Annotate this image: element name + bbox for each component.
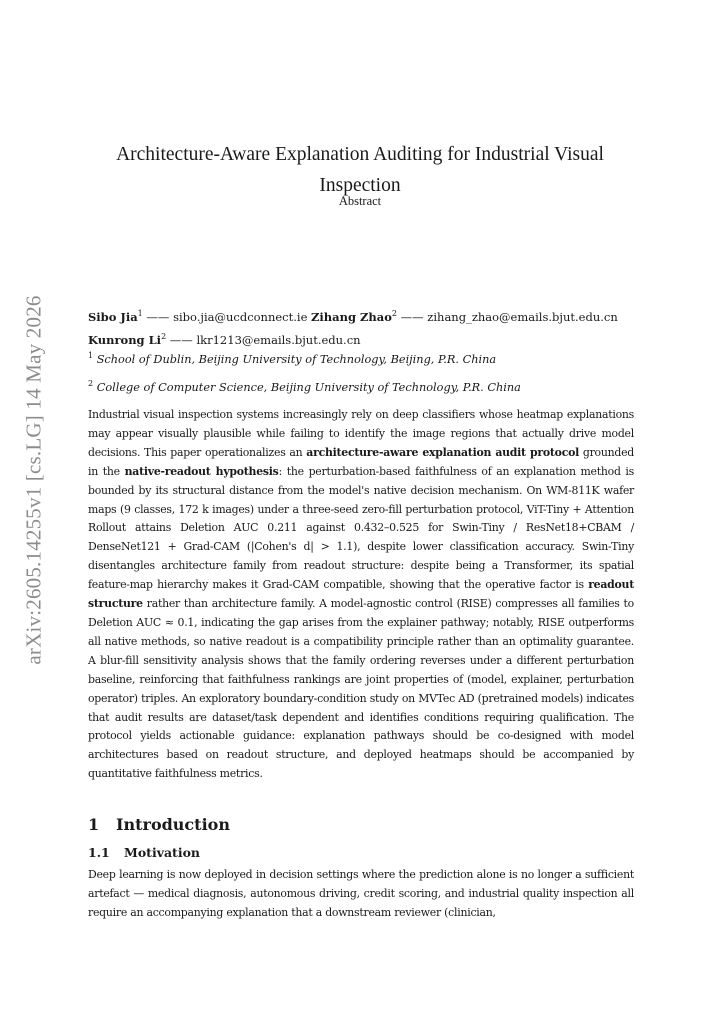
abstract-emphasis: native-readout hypothesis: [124, 464, 279, 478]
abstract-text-run: Industrial visual inspection systems increasingly rely on deep classifiers whose heatmap explanations may appear visually plausible while failing to identify the image regions that actually drive model decisions. This paper operationalizes an: [88, 408, 634, 459]
author-separator: ——: [166, 332, 197, 347]
author-affil-mark: 2: [161, 331, 167, 341]
abstract-text-run: rather than architecture family. A model-agnostic control (RISE) compresses all families to Deletion AUC ≈ 0.1, indicating the gap arises from the explainer pathway; notably, RISE outperforms all native methods, so native readout is a compatibility principle rather than an optimality guarantee. A blur-fill sensitivity analysis shows that the family ordering reverses under a different perturbation baseline, reinforcing that faithfulness rankings are joint properties of (model, explainer, perturbation operator) triples. An exploratory boundary-condition study on MVTec AD (pretrained models) indicates that audit results are dataset/task dependent and identifies conditions requiring qualification. The protocol yields actionable guidance: explanation pathways should be co-designed with model architectures based on readout structure, and deployed heatmaps should be accompanied by quantitative faithfulness metrics.: [88, 597, 634, 781]
abstract-heading: Abstract: [338, 194, 382, 208]
subsection-number: 1.1: [88, 845, 110, 860]
author-name: Sibo Jia: [88, 309, 138, 324]
abstract-text-run: : the perturbation-based faithfulness of an explanation method is bounded by its structural distance from the model's native decision mechanism. On WM-811K wafer maps (9 classes, 172 k images) under a three-seed zero-fill perturbation protocol, ViT-Tiny + Attention Rollout attains Deletion AUC 0.211 against 0.432–0.525 for Swin-Tiny / ResNet18+CBAM / DenseNet121 + Grad-CAM (|Cohen's d| > 1.1), despite lower classification accuracy. Swin-Tiny disentangles architecture family from readout structure: despite being a Transformer, its spatial feature-map hierarchy makes it Grad-CAM compatible, showing that the operative factor is: [88, 464, 634, 592]
section-title: Introduction: [116, 815, 230, 834]
subsection-title: Motivation: [124, 845, 201, 860]
affiliation-1: [88, 351, 496, 366]
section-number: 1: [88, 815, 100, 834]
author-affil-mark: 2: [391, 309, 397, 318]
author-email: zihang_zhao@emails.bjut.edu.cn: [427, 309, 618, 324]
abstract-emphasis: architecture-aware explanation audit protocol: [306, 445, 579, 459]
author-line-2: [88, 327, 648, 350]
section-heading-introduction: [88, 815, 230, 834]
affiliation-text: College of Computer Science, Beijing University of Technology, P.R. China: [96, 380, 521, 394]
subsection-heading-motivation: [88, 845, 200, 860]
author-block: [88, 304, 648, 350]
paper-title: Architecture-Aware Explanation Auditing for Industrial Visual Inspection: [116, 144, 604, 196]
author-affil-mark: 1: [137, 309, 143, 318]
arxiv-identifier: arXiv:2605.14255v1 [cs.LG] 14 May 2026: [21, 295, 46, 665]
affiliation-mark: 1: [88, 351, 94, 360]
author-name: Zihang Zhao: [311, 309, 392, 324]
author-name: Kunrong Li: [88, 332, 162, 347]
abstract-body: [88, 406, 634, 784]
author-separator: ——: [142, 309, 174, 324]
abstract-emphasis: readout structure: [88, 578, 634, 611]
affiliation-mark: 2: [88, 379, 94, 388]
author-separator: ——: [396, 309, 428, 324]
affiliation-text: School of Dublin, Beijing University of Technology, Beijing, P.R. China: [96, 352, 497, 366]
affiliation-2: [88, 379, 521, 394]
abstract-text-run: grounded in the: [88, 445, 634, 478]
intro-paragraph: Deep learning is now deployed in decision settings where the prediction alone is no longer a sufficient artefact — medical diagnosis, autonomous driving, credit scoring, and industrial quality inspection all require an accompanying explanation that a downstream reviewer (clinician,: [88, 868, 634, 919]
author-line-1: [88, 304, 648, 327]
author-email: lkr1213@emails.bjut.edu.cn: [196, 332, 361, 347]
author-email: sibo.jia@ucdconnect.ie: [173, 309, 308, 324]
